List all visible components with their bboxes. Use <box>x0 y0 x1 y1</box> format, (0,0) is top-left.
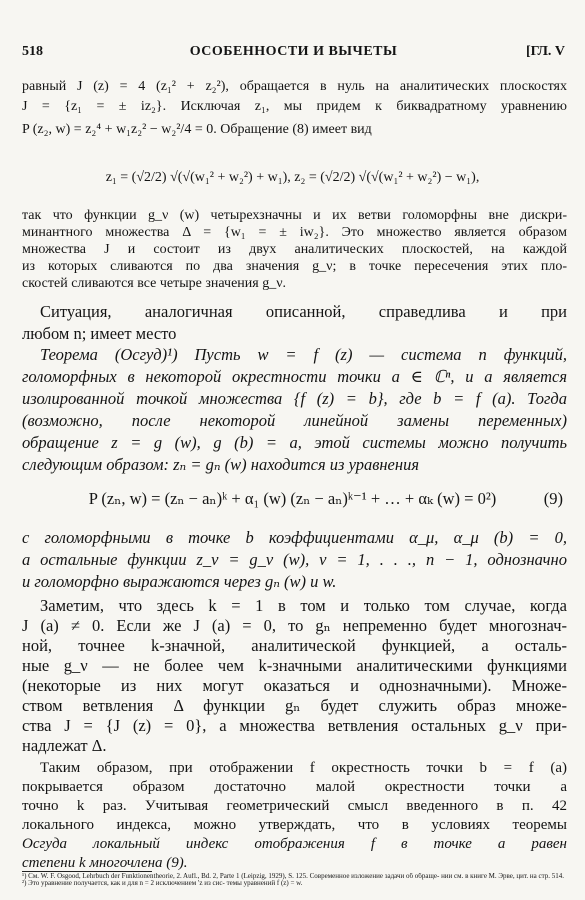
theorem-heading: Теорема (Осгуд)¹) Пусть w = f (z) — система n функций, <box>40 345 567 364</box>
text-line: равный J (z) = 4 (z₁² + z₂²), обращается в нуль на аналитических плоскостях <box>22 79 567 94</box>
chapter-marker: [ГЛ. V <box>526 44 565 59</box>
footnotes <box>22 873 567 899</box>
equation-number: (9) <box>543 489 563 508</box>
text-line: обращение z = g (w), g (b) = a, этой системы можно получить <box>22 433 567 452</box>
footnote-line: темы уравнений f (z) = w. <box>226 879 303 887</box>
text-line: надлежат Δ. <box>22 736 107 755</box>
text-line: (некоторые из них могут оказаться и однозначными). Множе- <box>22 676 567 695</box>
text-line: множества J и состоит из двух аналитических плоскостей, на каждой <box>22 242 567 257</box>
text-line: из которых сливаются по два значения g_ν; в точке пересечения этих пло- <box>22 259 567 274</box>
text-line: (возможно, после некоторой линейной замены переменных) <box>22 411 567 430</box>
text-line: покрывается образом достаточно малой окрестности точки a <box>22 779 567 795</box>
text-line: локального индекса, можно утверждать, что в условиях теоремы <box>22 817 567 833</box>
text-line: J = {z₁ = ± iz₂}. Исключая z₁, мы придем к биквадратному уравнению <box>22 99 567 114</box>
text-line: минантного множества Δ = {w₁ = ± iw₂}. Это множество является образом <box>22 225 567 240</box>
text-line: Таким образом, при отображении f окрестность точки b = f (a) <box>40 760 567 776</box>
text-line: степени k многочлена (9). <box>22 855 188 871</box>
text-line: скостей сливаются все четыре значения g_ν. <box>22 276 287 291</box>
formula-inversion: z₁ = (√2/2) √(√(w₁² + w₂²) + w₁), z₂ = (√2/2) √(√(w₁² + w₂²) − w₁), <box>105 170 480 185</box>
text-line: следующим образом: zₙ = gₙ (w) находится из уравнения <box>22 455 419 474</box>
footnote-line: нии см. в книге М. Эрве, цит. на стр. 514. <box>441 873 565 880</box>
text-line: а остальные функции z_ν = g_ν (w), ν = 1, . . ., n − 1, однозначно <box>22 550 567 569</box>
running-title: ОСОБЕННОСТИ И ВЫЧЕТЫ <box>189 44 398 59</box>
text-line: любом n; имеет место <box>22 324 177 343</box>
text-line: голоморфных в некоторой окрестности точки a ∈ ℂⁿ, и a является <box>22 367 567 386</box>
text-line: с голоморфными в точке b коэффициентами α_μ, α_μ (b) = 0, <box>22 528 567 547</box>
text-line: точно k раз. Учитывая геометрический смысл введенного в п. 42 <box>22 798 567 814</box>
text-line: P (z₂, w) = z₂⁴ + w₁z₂² − w₂²/4 = 0. Обращение (8) имеет вид <box>22 122 372 137</box>
running-header <box>22 44 565 64</box>
text-line: ные g_ν — не более чем k-значными аналитическими функциями <box>22 656 567 675</box>
text-line: и голоморфно выражаются через gₙ (w) и w. <box>22 572 337 591</box>
text-line: J (a) ≠ 0. Если же J (a) = 0, то gₙ непременно будет многознач- <box>22 616 567 635</box>
text-line: ства J = {J (z) = 0}, а множества ветвления остальных g_ν при- <box>22 716 567 735</box>
text-line: Заметим, что здесь k = 1 в том и только том случае, когда <box>40 596 567 615</box>
text-line: Осгуда локальный индекс отображения f в точке a равен <box>22 836 567 852</box>
text-line: изолированной точкой множества {f (z) = b}, где b = f (a). Тогда <box>22 389 567 408</box>
text-line: ной, точнее k-значной, аналитической функцией, а осталь- <box>22 636 567 655</box>
text-line: Ситуация, аналогичная описанной, справедлива и при <box>40 302 567 321</box>
page-number: 518 <box>22 44 43 59</box>
footnote-line: Parte 1 (Leipzig, 1929), S. 125. Современное изложение задачи об обраще- <box>219 873 442 880</box>
footnote-line: ²) Это уравнение получается, как и для n = 2 исключением ′z из сис- <box>22 879 227 887</box>
text-line: ством ветвления Δ функции gₙ будет служить образ множе- <box>22 696 567 715</box>
text-line: так что функции g_ν (w) четырехзначны и их ветви голоморфны вне дискри- <box>22 208 567 223</box>
footnote-line: ¹) См. W. F. Osgood, Lehrbuch der Funktionentheorie, 2. Aufl., Bd. 2, <box>22 873 220 880</box>
formula-9: P (zₙ, w) = (zₙ − aₙ)ᵏ + α₁ (w) (zₙ − aₙ)ᵏ⁻¹ + … + αₖ (w) = 0²) <box>88 489 497 508</box>
